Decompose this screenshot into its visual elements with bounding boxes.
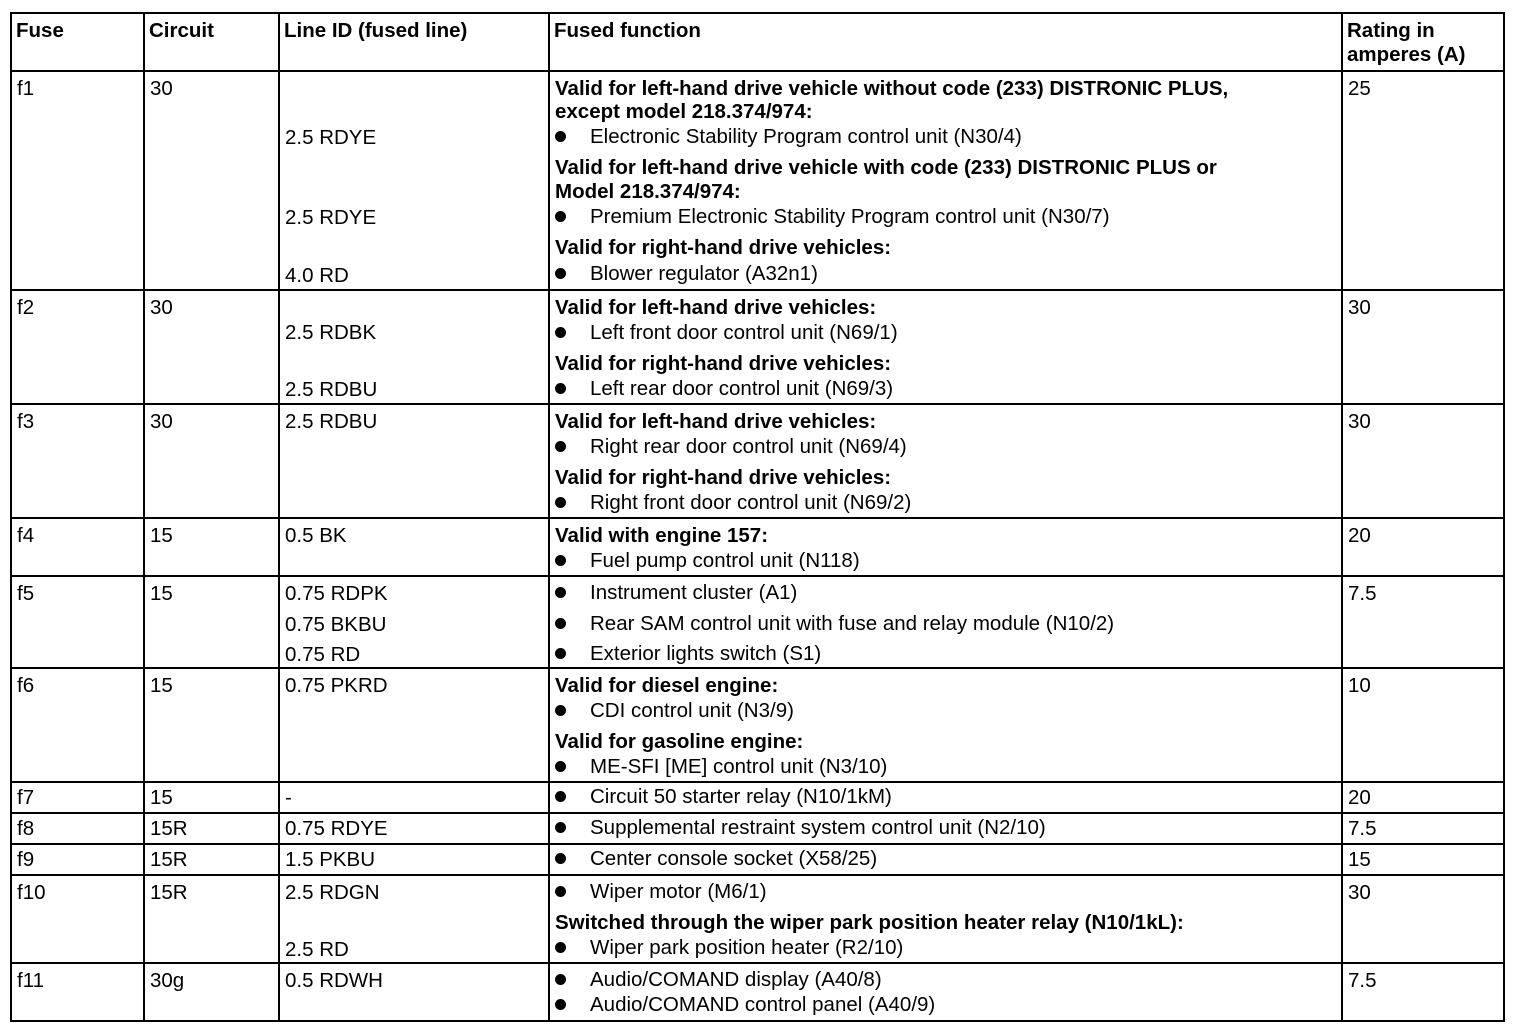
fuse-id: f11: [17, 969, 44, 992]
bullet-icon: [555, 942, 566, 953]
rating-value: 20: [1348, 524, 1371, 547]
circuit-cell: [144, 813, 279, 844]
table-row: [11, 844, 1504, 875]
table-row: [11, 668, 1504, 782]
rating-value: 7.5: [1348, 817, 1377, 840]
function-item: Circuit 50 starter relay (N10/1kM): [555, 785, 892, 809]
bullet-icon: [555, 268, 566, 279]
header-fused-function: Fused function: [549, 13, 1342, 71]
rating-cell: [1342, 668, 1504, 782]
header-rating: Rating in amperes (A): [1342, 13, 1504, 71]
fuse-id: f10: [17, 881, 46, 904]
line-id: 2.5 RDYE: [285, 206, 377, 229]
validity-condition: Switched through the wiper park position heater relay (N10/1kL):: [555, 911, 1184, 934]
bullet-icon: [555, 999, 566, 1010]
function-item: Rear SAM control unit with fuse and relay module (N10/2): [555, 612, 1114, 636]
bullet-icon: [555, 853, 566, 864]
rating-value: 25: [1348, 77, 1371, 100]
validity-condition: Valid for left-hand drive vehicles:: [555, 410, 877, 433]
bullet-icon: [555, 441, 566, 452]
validity-condition: Valid for diesel engine:: [555, 674, 779, 697]
bullet-icon: [555, 211, 566, 222]
table-row: [11, 576, 1504, 668]
fuse-id: f1: [17, 77, 35, 100]
function-cell: [549, 813, 1342, 844]
bullet-icon: [555, 327, 566, 338]
circuit-cell: [144, 404, 279, 518]
circuit-value: 15R: [150, 881, 188, 904]
validity-condition: Model 218.374/974:: [555, 180, 741, 203]
line-id-cell: [279, 963, 549, 1021]
line-id-cell: [279, 668, 549, 782]
line-id: 1.5 PKBU: [285, 848, 376, 871]
line-id: 0.5 RDWH: [285, 969, 383, 992]
rating-cell: [1342, 844, 1504, 875]
bullet-icon: [555, 587, 566, 598]
line-id: 2.5 RDBU: [285, 378, 378, 401]
bullet-icon: [555, 705, 566, 716]
validity-condition: Valid for right-hand drive vehicles:: [555, 466, 892, 489]
function-cell: [549, 963, 1342, 1021]
fuse-id: f2: [17, 296, 35, 319]
function-cell: [549, 71, 1342, 290]
fuse-cell: [11, 518, 144, 576]
function-cell: [549, 576, 1342, 668]
line-id-cell: [279, 290, 549, 404]
validity-condition: Valid for left-hand drive vehicle with code (233) DISTRONIC PLUS or: [555, 156, 1217, 179]
fuse-id: f9: [17, 848, 35, 871]
table-row: [11, 813, 1504, 844]
circuit-value: 15: [150, 786, 173, 809]
rating-cell: [1342, 290, 1504, 404]
line-id: 2.5 RDGN: [285, 881, 380, 904]
rating-cell: [1342, 813, 1504, 844]
circuit-value: 15: [150, 582, 173, 605]
rating-cell: [1342, 518, 1504, 576]
rating-value: 30: [1348, 881, 1371, 904]
circuit-cell: [144, 290, 279, 404]
rating-value: 15: [1348, 848, 1371, 871]
table-row: [11, 290, 1504, 404]
function-cell: [549, 668, 1342, 782]
function-item: Premium Electronic Stability Program control unit (N30/7): [555, 205, 1110, 229]
function-item: Wiper motor (M6/1): [555, 880, 767, 904]
line-id: 2.5 RDBU: [285, 410, 378, 433]
fuse-cell: [11, 844, 144, 875]
line-id-cell: [279, 844, 549, 875]
validity-condition: Valid for left-hand drive vehicle without code (233) DISTRONIC PLUS,: [555, 77, 1229, 100]
bullet-icon: [555, 497, 566, 508]
table-row: [11, 782, 1504, 813]
circuit-value: 15: [150, 674, 173, 697]
table-row: [11, 71, 1504, 290]
fuse-cell: [11, 290, 144, 404]
rating-cell: [1342, 782, 1504, 813]
line-id: 0.75 PKRD: [285, 674, 388, 697]
fuse-cell: [11, 668, 144, 782]
circuit-cell: [144, 844, 279, 875]
fuse-id: f3: [17, 410, 35, 433]
table-row: [11, 404, 1504, 518]
line-id: -: [285, 786, 292, 809]
validity-condition: Valid for right-hand drive vehicles:: [555, 352, 892, 375]
line-id-cell: [279, 782, 549, 813]
function-item: Left rear door control unit (N69/3): [555, 377, 893, 401]
fuse-cell: [11, 71, 144, 290]
line-id: 0.75 RD: [285, 643, 361, 666]
circuit-value: 15R: [150, 817, 188, 840]
validity-condition: Valid for gasoline engine:: [555, 730, 804, 753]
circuit-value: 30: [150, 410, 173, 433]
fuse-cell: [11, 813, 144, 844]
circuit-cell: [144, 875, 279, 963]
validity-condition: Valid with engine 157:: [555, 524, 769, 547]
rating-cell: [1342, 875, 1504, 963]
rating-cell: [1342, 71, 1504, 290]
function-item: Wiper park position heater (R2/10): [555, 936, 903, 960]
function-cell: [549, 782, 1342, 813]
fuse-id: f6: [17, 674, 35, 697]
header-circuit: Circuit: [144, 13, 279, 71]
line-id-cell: [279, 518, 549, 576]
circuit-cell: [144, 668, 279, 782]
bullet-icon: [555, 648, 566, 659]
fuse-table: [10, 12, 1505, 1022]
circuit-value: 15: [150, 524, 173, 547]
bullet-icon: [555, 555, 566, 566]
function-cell: [549, 518, 1342, 576]
fuse-id: f7: [17, 786, 35, 809]
rating-cell: [1342, 576, 1504, 668]
rating-value: 7.5: [1348, 969, 1377, 992]
line-id: 0.75 RDPK: [285, 582, 388, 605]
fuse-id: f8: [17, 817, 35, 840]
bullet-icon: [555, 974, 566, 985]
fuse-id: f5: [17, 582, 35, 605]
function-item: Fuel pump control unit (N118): [555, 549, 860, 573]
circuit-cell: [144, 71, 279, 290]
fuse-cell: [11, 404, 144, 518]
line-id: 2.5 RDBK: [285, 321, 377, 344]
line-id-cell: [279, 71, 549, 290]
function-cell: [549, 404, 1342, 518]
rating-value: 20: [1348, 786, 1371, 809]
bullet-icon: [555, 131, 566, 142]
function-cell: [549, 290, 1342, 404]
validity-condition: except model 218.374/974:: [555, 100, 813, 123]
function-cell: [549, 875, 1342, 963]
fuse-cell: [11, 963, 144, 1021]
bullet-icon: [555, 618, 566, 629]
line-id: 0.5 BK: [285, 524, 347, 547]
function-item: Blower regulator (A32n1): [555, 262, 818, 286]
function-item: ME-SFI [ME] control unit (N3/10): [555, 755, 887, 779]
rating-value: 10: [1348, 674, 1371, 697]
function-item: Right front door control unit (N69/2): [555, 491, 911, 515]
rating-value: 30: [1348, 410, 1371, 433]
circuit-value: 30g: [150, 969, 185, 992]
circuit-cell: [144, 518, 279, 576]
validity-condition: Valid for right-hand drive vehicles:: [555, 236, 892, 259]
line-id: 0.75 BKBU: [285, 613, 387, 636]
rating-value: 7.5: [1348, 582, 1377, 605]
circuit-cell: [144, 782, 279, 813]
fuse-id: f4: [17, 524, 35, 547]
header-line-id: Line ID (fused line): [279, 13, 549, 71]
table-row: [11, 963, 1504, 1021]
function-item: Center console socket (X58/25): [555, 847, 877, 871]
table-row: [11, 518, 1504, 576]
line-id-cell: [279, 875, 549, 963]
rating-cell: [1342, 404, 1504, 518]
function-item: Electronic Stability Program control unit (N30/4): [555, 125, 1022, 149]
circuit-value: 15R: [150, 848, 188, 871]
bullet-icon: [555, 822, 566, 833]
validity-condition: Valid for left-hand drive vehicles:: [555, 296, 877, 319]
bullet-icon: [555, 886, 566, 897]
line-id: 0.75 RDYE: [285, 817, 388, 840]
table-row: [11, 875, 1504, 963]
circuit-cell: [144, 963, 279, 1021]
line-id-cell: [279, 813, 549, 844]
function-item: CDI control unit (N3/9): [555, 699, 794, 723]
bullet-icon: [555, 383, 566, 394]
function-item: Instrument cluster (A1): [555, 581, 797, 605]
fuse-cell: [11, 875, 144, 963]
function-item: Exterior lights switch (S1): [555, 642, 821, 666]
function-item: Supplemental restraint system control unit (N2/10): [555, 816, 1046, 840]
function-item: Right rear door control unit (N69/4): [555, 435, 907, 459]
line-id-cell: [279, 404, 549, 518]
fuse-cell: [11, 576, 144, 668]
bullet-icon: [555, 791, 566, 802]
rating-value: 30: [1348, 296, 1371, 319]
function-cell: [549, 844, 1342, 875]
fuse-cell: [11, 782, 144, 813]
function-item: Audio/COMAND control panel (A40/9): [555, 993, 935, 1017]
line-id: 2.5 RDYE: [285, 126, 377, 149]
line-id: 4.0 RD: [285, 264, 349, 287]
header-fuse: Fuse: [11, 13, 144, 71]
line-id-cell: [279, 576, 549, 668]
rating-cell: [1342, 963, 1504, 1021]
header-row: [11, 13, 1504, 71]
bullet-icon: [555, 761, 566, 772]
circuit-cell: [144, 576, 279, 668]
line-id: 2.5 RD: [285, 938, 349, 961]
function-item: Audio/COMAND display (A40/8): [555, 968, 882, 992]
function-item: Left front door control unit (N69/1): [555, 321, 898, 345]
circuit-value: 30: [150, 296, 173, 319]
circuit-value: 30: [150, 77, 173, 100]
